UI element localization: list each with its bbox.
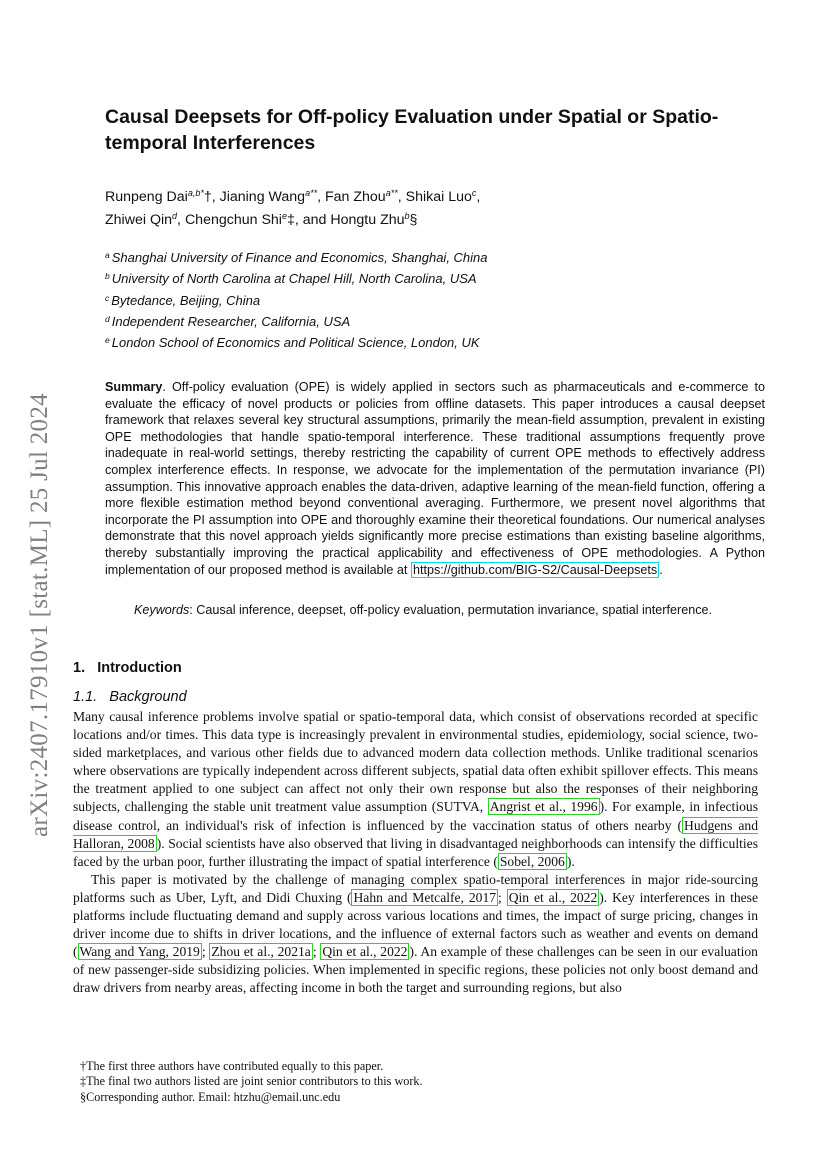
summary-text: . Off-policy evaluation (OPE) is widely applied in sectors such as pharmaceuticals and e-commerce to evaluate the efficacy of novel products or policies from offline datasets. This paper introduces a causal deepset framework that relaxes several key structural assumptions, primarily the mean-field assumption, prevalent in existing OPE methodologies that handle spatio-temporal interference. These traditional assumptions frequently prove inadequate in real-world settings, thereby restricting the capability of current OPE methods to effectively address complex interference effects. In response, we advocate for the implementation of the permutation invariance (PI) assumption. This innovative approach enables the data-driven, adaptive learning of the mean-field function, offering a more flexible estimation method beyond conventional averaging. Furthermore, we present novel algorithms that incorporate the PI assumption into OPE and thoroughly examine their theoretical foundations. Our numerical analyses demonstrate that this novel approach yields significantly more precise estimations than existing baseline algorithms, thereby substantially improving the practical applicability and effectiveness of OPE methodologies. A Python implementation of our proposed method is available at (105, 380, 765, 577)
paper-title: Causal Deepsets for Off-policy Evaluation under Spatial or Spatio-temporal Interferences (105, 106, 719, 154)
author: Fan Zhou$^{a**}$, (324, 188, 406, 205)
affiliation: $^e$ London School of Economics and Political Science, London, UK (105, 335, 480, 351)
citation-link[interactable]: Hahn and Metcalfe, 2017 (353, 889, 497, 905)
footnote: ‡The final two authors listed are joint senior contributors to this work. (80, 1074, 423, 1089)
citation-link[interactable]: Wang and Yang, 2019 (79, 944, 200, 960)
citation-link[interactable]: Angrist et al., 1996 (489, 799, 598, 815)
arxiv-stamp (20, 370, 60, 860)
footnote: §Corresponding author. Email: htzhu@email.unc.edu (80, 1089, 341, 1104)
citation-link[interactable]: Qin et al., 2022 (508, 889, 598, 905)
body-text (73, 708, 758, 998)
affiliation: $^c$ Bytedance, Beijing, China (105, 292, 261, 308)
subsection-heading: 1.1. Background (73, 689, 187, 705)
citation-link[interactable]: Sobel, 2006 (499, 853, 565, 869)
keywords (134, 602, 764, 619)
arxiv-stamp-text: arXiv:2407.17910v1 [stat.ML] 25 Jul 2024 (26, 393, 54, 837)
author-list (105, 184, 745, 230)
paragraph: This paper is motivated by the challenge of managing complex spatio-temporal interferences in major ride-sourcing platforms such as Uber, Lyft, and Didi Chuxing ( Hahn and Metcalfe, 2017 ; Qin et al., 2022 ). Key interferences in these platforms include fluctuating demand and supply across various locations and times, the impact of surge pricing, changes in driver income due to shifts in driver locations, and the influence of external factors such as weather and events on demand ( Wang and Yang, 2019 ; Zhou et al., 2021a ; Qin et al., 2022 ). An example of these challenges can be seen in our evaluation of new passenger-side subsidizing policies. When implemented in specific regions, these policies not only boost demand and draw drivers from nearby areas, affecting income in both the target and surrounding regions, but also (73, 871, 758, 996)
paragraph: Many causal inference problems involve spatial or spatio-temporal data, which consist of observations recorded at specific locations and/or times. This data type is increasingly prevalent in environmental studies, epidemiology, social science, two-sided marketplaces, and various other fields due to advanced modern data collection methods. Unlike traditional scenarios where observations are typically independent across different subjects, spatial data often exhibit spillover effects. This means the treatment applied to one subject can affect not only their own response but also the responses of their neighboring subjects, challenging the stable unit treatment value assumption (SUTVA, Angrist et al., 1996 ). For example, in infectious disease control, an individual's risk of infection is influenced by the vaccination status of others nearby ( Hudgens and Halloran, 2008 ). Social scientists have also observed that living in disadvantaged neighborhoods can intensify the difficulties faced by the urban poor, further illustrating the impact of spatial interference ( Sobel, 2006 ). (73, 709, 758, 869)
author: Jianing Wang$^{a**}$, (219, 188, 325, 205)
affiliation: $^d$ Independent Researcher, California, USA (105, 313, 351, 329)
affiliation-list (105, 246, 745, 352)
keywords-text: : Causal inference, deepset, off-policy evaluation, permutation invariance, spatial interference. (189, 603, 713, 617)
author: Chengchun Shi$^e$‡, and (184, 211, 331, 228)
footnotes (80, 1059, 720, 1105)
summary-label: Summary (105, 380, 163, 394)
affiliation: $^b$ University of North Carolina at Chapel Hill, North Carolina, USA (105, 271, 477, 287)
summary-abstract: Summary. Off-policy evaluation (OPE) is widely applied in sectors such as pharmaceuticals and e-commerce to evaluate the efficacy of novel products or policies from offline datasets. This paper introduces a causal deepset framework that relaxes several key structural assumptions, primarily the mean-field assumption, prevalent in existing OPE methodologies that handle spatio-temporal interference. These traditional assumptions frequently prove inadequate in real-world settings, thereby restricting the capability of current OPE methods to effectively address complex interference effects. In response, we advocate for the implementation of the permutation invariance (PI) assumption. This innovative approach enables the data-driven, adaptive learning of the mean-field function, offering a more flexible estimation method beyond conventional averaging. Furthermore, we present novel algorithms that incorporate the PI assumption into OPE and thoroughly examine their theoretical foundations. Our numerical analyses demonstrate that this novel approach yields significantly more precise estimations than existing baseline algorithms, thereby substantially improving the practical applicability and effectiveness of OPE methodologies. A Python implementation of our proposed method is available at https://github.com/BIG-S2/Causal-Deepsets . (105, 380, 765, 577)
author: Hongtu Zhu$^b$§ (330, 211, 418, 228)
author: Zhiwei Qin$^d$, (105, 211, 185, 228)
affiliation: $^a$ Shanghai University of Finance and Economics, Shanghai, China (105, 250, 488, 265)
footnote: †The first three authors have contributed equally to this paper. (80, 1059, 384, 1073)
keywords-label: Keywords (134, 603, 190, 617)
citation-link[interactable]: Hudgens and Halloran, 2008 (73, 817, 758, 851)
citation-link[interactable]: Zhou et al., 2021a (211, 944, 311, 960)
section-heading: 1. Introduction (73, 660, 182, 676)
author: Runpeng Dai$^{a,b*}$†, (105, 188, 220, 205)
github-link[interactable]: https://github.com/BIG-S2/Causal-Deepsets (412, 562, 658, 577)
citation-link[interactable]: Qin et al., 2022 (322, 944, 408, 960)
author: Shikai Luo$^c$, (405, 188, 481, 205)
